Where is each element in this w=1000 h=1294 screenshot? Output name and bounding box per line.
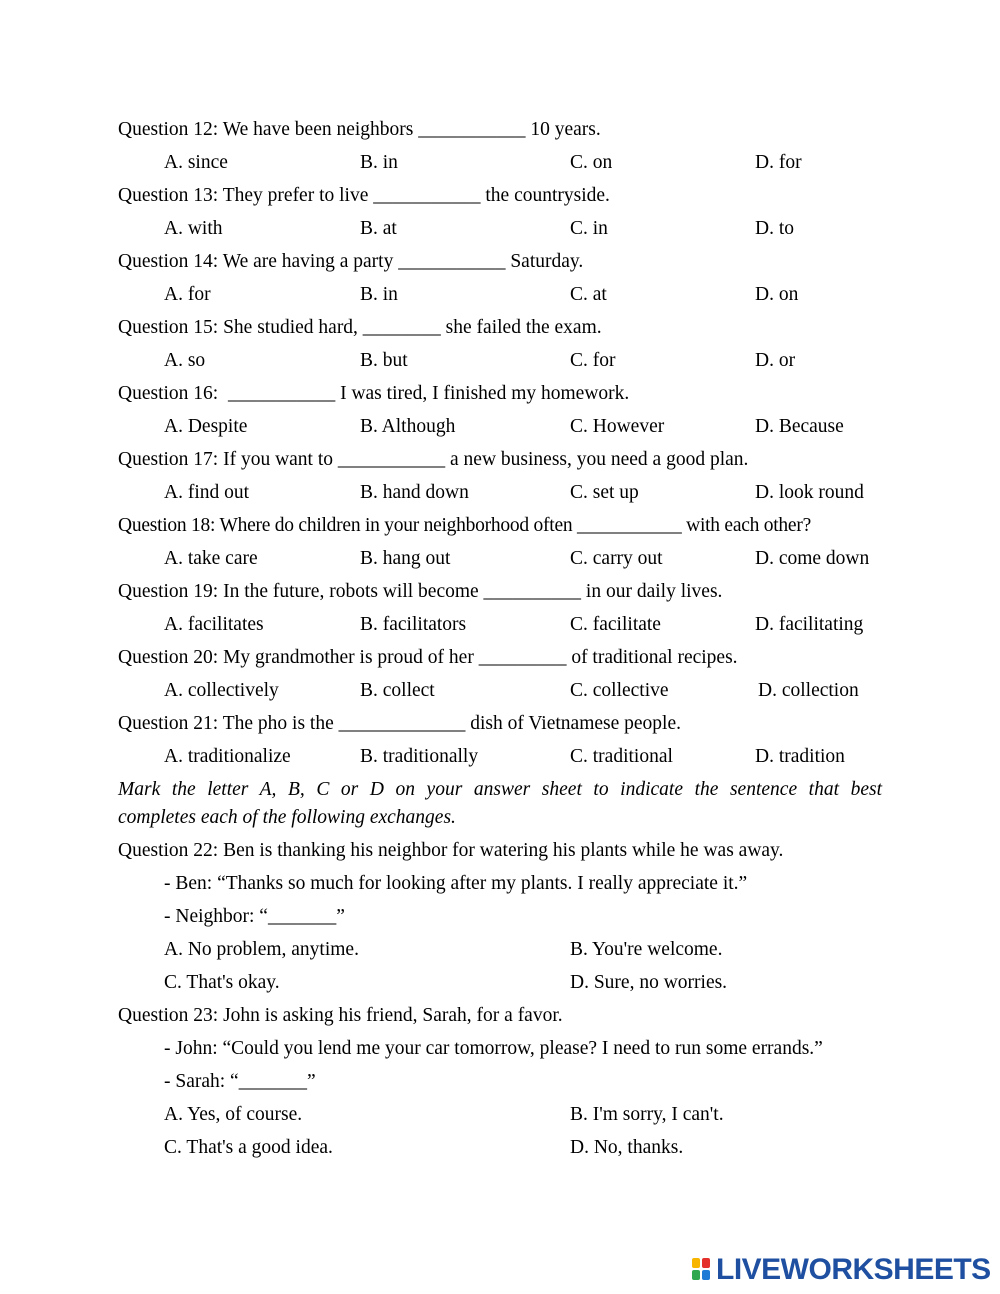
question-22-dialogue-line-1: - Ben: “Thanks so much for looking after my plants. I really appreciate it.” [164,873,748,894]
question-13-stem: Question 13: They prefer to live ___________ the countryside. [118,185,610,206]
question-18-stem: Question 18: Where do children in your neighborhood often ___________ with each other? [118,515,811,536]
section-instruction-line-2: completes each of the following exchanges. [118,807,456,828]
question-17-stem: Question 17: If you want to ___________ a new business, you need a good plan. [118,449,749,470]
section-instruction-line-1: Mark the letter A, B, C or D on your answer sheet to indicate the sentence that best [118,779,882,800]
question-22-option-b[interactable]: B. You're welcome. [570,939,723,960]
question-23-option-b[interactable]: B. I'm sorry, I can't. [570,1104,724,1125]
liveworksheets-logo-icon [692,1258,712,1282]
question-20-option-b[interactable]: B. collect [360,680,435,701]
question-23-option-c[interactable]: C. That's a good idea. [164,1137,333,1158]
question-23-dialogue-line-2: - Sarah: “_______” [164,1071,316,1092]
question-23-dialogue-line-1: - John: “Could you lend me your car tomorrow, please? I need to run some errands.” [164,1038,823,1059]
question-14-option-d[interactable]: D. on [755,284,799,305]
question-16-option-b[interactable]: B. Although [360,416,456,437]
question-18-option-c[interactable]: C. carry out [570,548,663,569]
question-15-option-b[interactable]: B. but [360,350,408,371]
question-16-option-c[interactable]: C. However [570,416,665,437]
question-23-stem: Question 23: John is asking his friend, Sarah, for a favor. [118,1005,563,1026]
question-16-option-a[interactable]: A. Despite [164,416,248,437]
question-17-option-c[interactable]: C. set up [570,482,639,503]
question-21-option-c[interactable]: C. traditional [570,746,673,767]
question-20-option-d[interactable]: D. collection [758,680,859,701]
question-18-option-d[interactable]: D. come down [755,548,870,569]
question-21-option-a[interactable]: A. traditionalize [164,746,291,767]
question-18-option-b[interactable]: B. hang out [360,548,451,569]
question-12-option-c[interactable]: C. on [570,152,613,173]
question-22-stem: Question 22: Ben is thanking his neighbor for watering his plants while he was away. [118,840,784,861]
question-22-option-d[interactable]: D. Sure, no worries. [570,972,728,993]
question-14-option-b[interactable]: B. in [360,284,398,305]
question-22-dialogue-line-2: - Neighbor: “_______” [164,906,345,927]
question-20-option-a[interactable]: A. collectively [164,680,279,701]
question-13-option-c[interactable]: C. in [570,218,608,239]
liveworksheets-logo[interactable] [692,1254,991,1286]
question-23-option-a[interactable]: A. Yes, of course. [164,1104,303,1125]
question-12-option-d[interactable]: D. for [755,152,802,173]
question-15-option-c[interactable]: C. for [570,350,616,371]
question-19-option-b[interactable]: B. facilitators [360,614,467,635]
question-18-option-a[interactable]: A. take care [164,548,258,569]
question-19-option-a[interactable]: A. facilitates [164,614,264,635]
question-15-option-d[interactable]: D. or [755,350,796,371]
question-13-option-a[interactable]: A. with [164,218,223,239]
question-17-option-d[interactable]: D. look round [755,482,864,503]
question-22-option-c[interactable]: C. That's okay. [164,972,280,993]
question-14-option-a[interactable]: A. for [164,284,211,305]
question-21-stem: Question 21: The pho is the _____________ dish of Vietnamese people. [118,713,681,734]
liveworksheets-logo-text: LIVEWORKSHEETS [716,1253,991,1286]
question-19-stem: Question 19: In the future, robots will become __________ in our daily lives. [118,581,723,602]
question-14-stem: Question 14: We are having a party ___________ Saturday. [118,251,584,272]
question-17-option-a[interactable]: A. find out [164,482,250,503]
question-12-option-a[interactable]: A. since [164,152,228,173]
question-15-stem: Question 15: She studied hard, ________ she failed the exam. [118,317,602,338]
question-12-option-b[interactable]: B. in [360,152,398,173]
question-23-option-d[interactable]: D. No, thanks. [570,1137,684,1158]
question-15-option-a[interactable]: A. so [164,350,206,371]
question-22-option-a[interactable]: A. No problem, anytime. [164,939,359,960]
question-21-option-d[interactable]: D. tradition [755,746,845,767]
question-19-option-c[interactable]: C. facilitate [570,614,661,635]
question-16-stem: Question 16: ___________ I was tired, I finished my homework. [118,383,630,404]
question-13-option-d[interactable]: D. to [755,218,794,239]
question-21-option-b[interactable]: B. traditionally [360,746,479,767]
question-20-stem: Question 20: My grandmother is proud of her _________ of traditional recipes. [118,647,738,668]
question-20-option-c[interactable]: C. collective [570,680,669,701]
question-19-option-d[interactable]: D. facilitating [755,614,864,635]
question-16-option-d[interactable]: D. Because [755,416,844,437]
question-17-option-b[interactable]: B. hand down [360,482,469,503]
question-14-option-c[interactable]: C. at [570,284,607,305]
question-12-stem: Question 12: We have been neighbors ___________ 10 years. [118,119,601,140]
question-13-option-b[interactable]: B. at [360,218,397,239]
